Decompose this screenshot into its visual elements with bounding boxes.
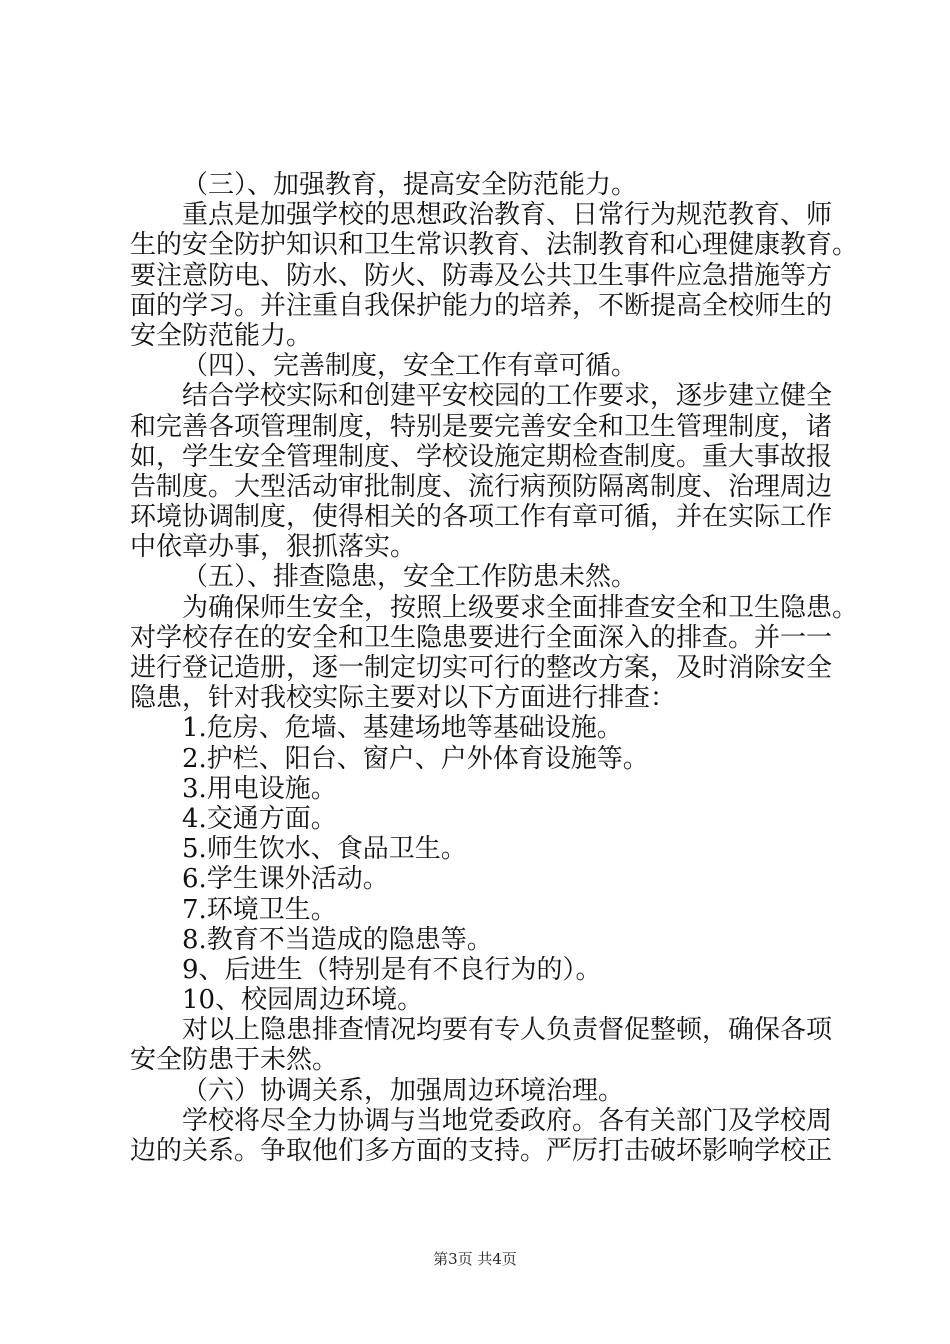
text-line: 要注意防电、防水、防火、防毒及公共卫生事件应急措施等方 (130, 260, 833, 291)
text-line: 2.护栏、阳台、窗户、户外体育设施等。 (182, 743, 649, 774)
text-line: 如，学生安全管理制度、学校设施定期检查制度。重大事故报 (130, 441, 833, 472)
text-line: 8.教育不当造成的隐患等。 (182, 924, 493, 955)
body-text (130, 170, 859, 1166)
text-line: 9、后进生（特别是有不良行为的）。 (182, 954, 602, 985)
text-line: 安全防范能力。 (130, 320, 313, 351)
text-line: 和完善各项管理制度，特别是要完善安全和卫生管理制度，诸 (130, 411, 833, 442)
text-line: 生的安全防护知识和卫生常识教育、法制教育和心理健康教育。 (130, 230, 859, 261)
text-line: 1.危房、危墙、基建场地等基础设施。 (182, 713, 623, 744)
text-line: 重点是加强学校的思想政治教育、日常行为规范教育、师 (182, 200, 833, 231)
text-line: 安全防患于未然。 (130, 1045, 339, 1076)
text-line: 告制度。大型活动审批制度、流行病预防隔离制度、治理周边 (130, 471, 833, 502)
text-line: （四）、完善制度，安全工作有章可循。 (182, 351, 638, 382)
text-line: 对以上隐患排查情况均要有专人负责督促整顿，确保各项 (182, 1015, 833, 1046)
text-line: 6.学生课外活动。 (182, 864, 389, 895)
text-line: （六）协调关系，加强周边环境治理。 (182, 1075, 625, 1106)
text-line: 进行登记造册，逐一制定切实可行的整改方案，及时消除安全 (130, 653, 833, 683)
text-line: 对学校存在的安全和卫生隐患要进行全面深入的排查。并一一 (130, 622, 833, 653)
text-line: （五）、排查隐患，安全工作防患未然。 (182, 562, 638, 593)
text-line: （三）、加强教育，提高安全防范能力。 (182, 170, 638, 200)
text-line: 环境协调制度，使得相关的各项工作有章可循，并在实际工作 (130, 502, 833, 533)
text-line: 边的关系。争取他们多方面的支持。严厉打击破坏影响学校正 (130, 1136, 833, 1166)
text-line: 面的学习。并注重自我保护能力的培养，不断提高全校师生的 (130, 290, 833, 321)
text-line: 结合学校实际和创建平安校园的工作要求，逐步建立健全 (182, 381, 833, 412)
text-line: 学校将尽全力协调与当地党委政府。各有关部门及学校周 (182, 1105, 833, 1136)
text-line: 7.环境卫生。 (182, 894, 337, 925)
text-line: 4.交通方面。 (182, 803, 337, 834)
text-line: 隐患，针对我校实际主要对以下方面进行排查： (130, 683, 677, 714)
text-line: 5.师生饮水、食品卫生。 (182, 834, 467, 865)
text-line: 3.用电设施。 (182, 773, 337, 804)
text-line: 中依章办事，狠抓落实。 (130, 532, 417, 563)
text-line: 为确保师生安全，按照上级要求全面排查安全和卫生隐患。 (182, 592, 859, 623)
page-footer: 第3页 共4页 (433, 1250, 517, 1268)
text-line: 10、校园周边环境。 (182, 985, 424, 1016)
